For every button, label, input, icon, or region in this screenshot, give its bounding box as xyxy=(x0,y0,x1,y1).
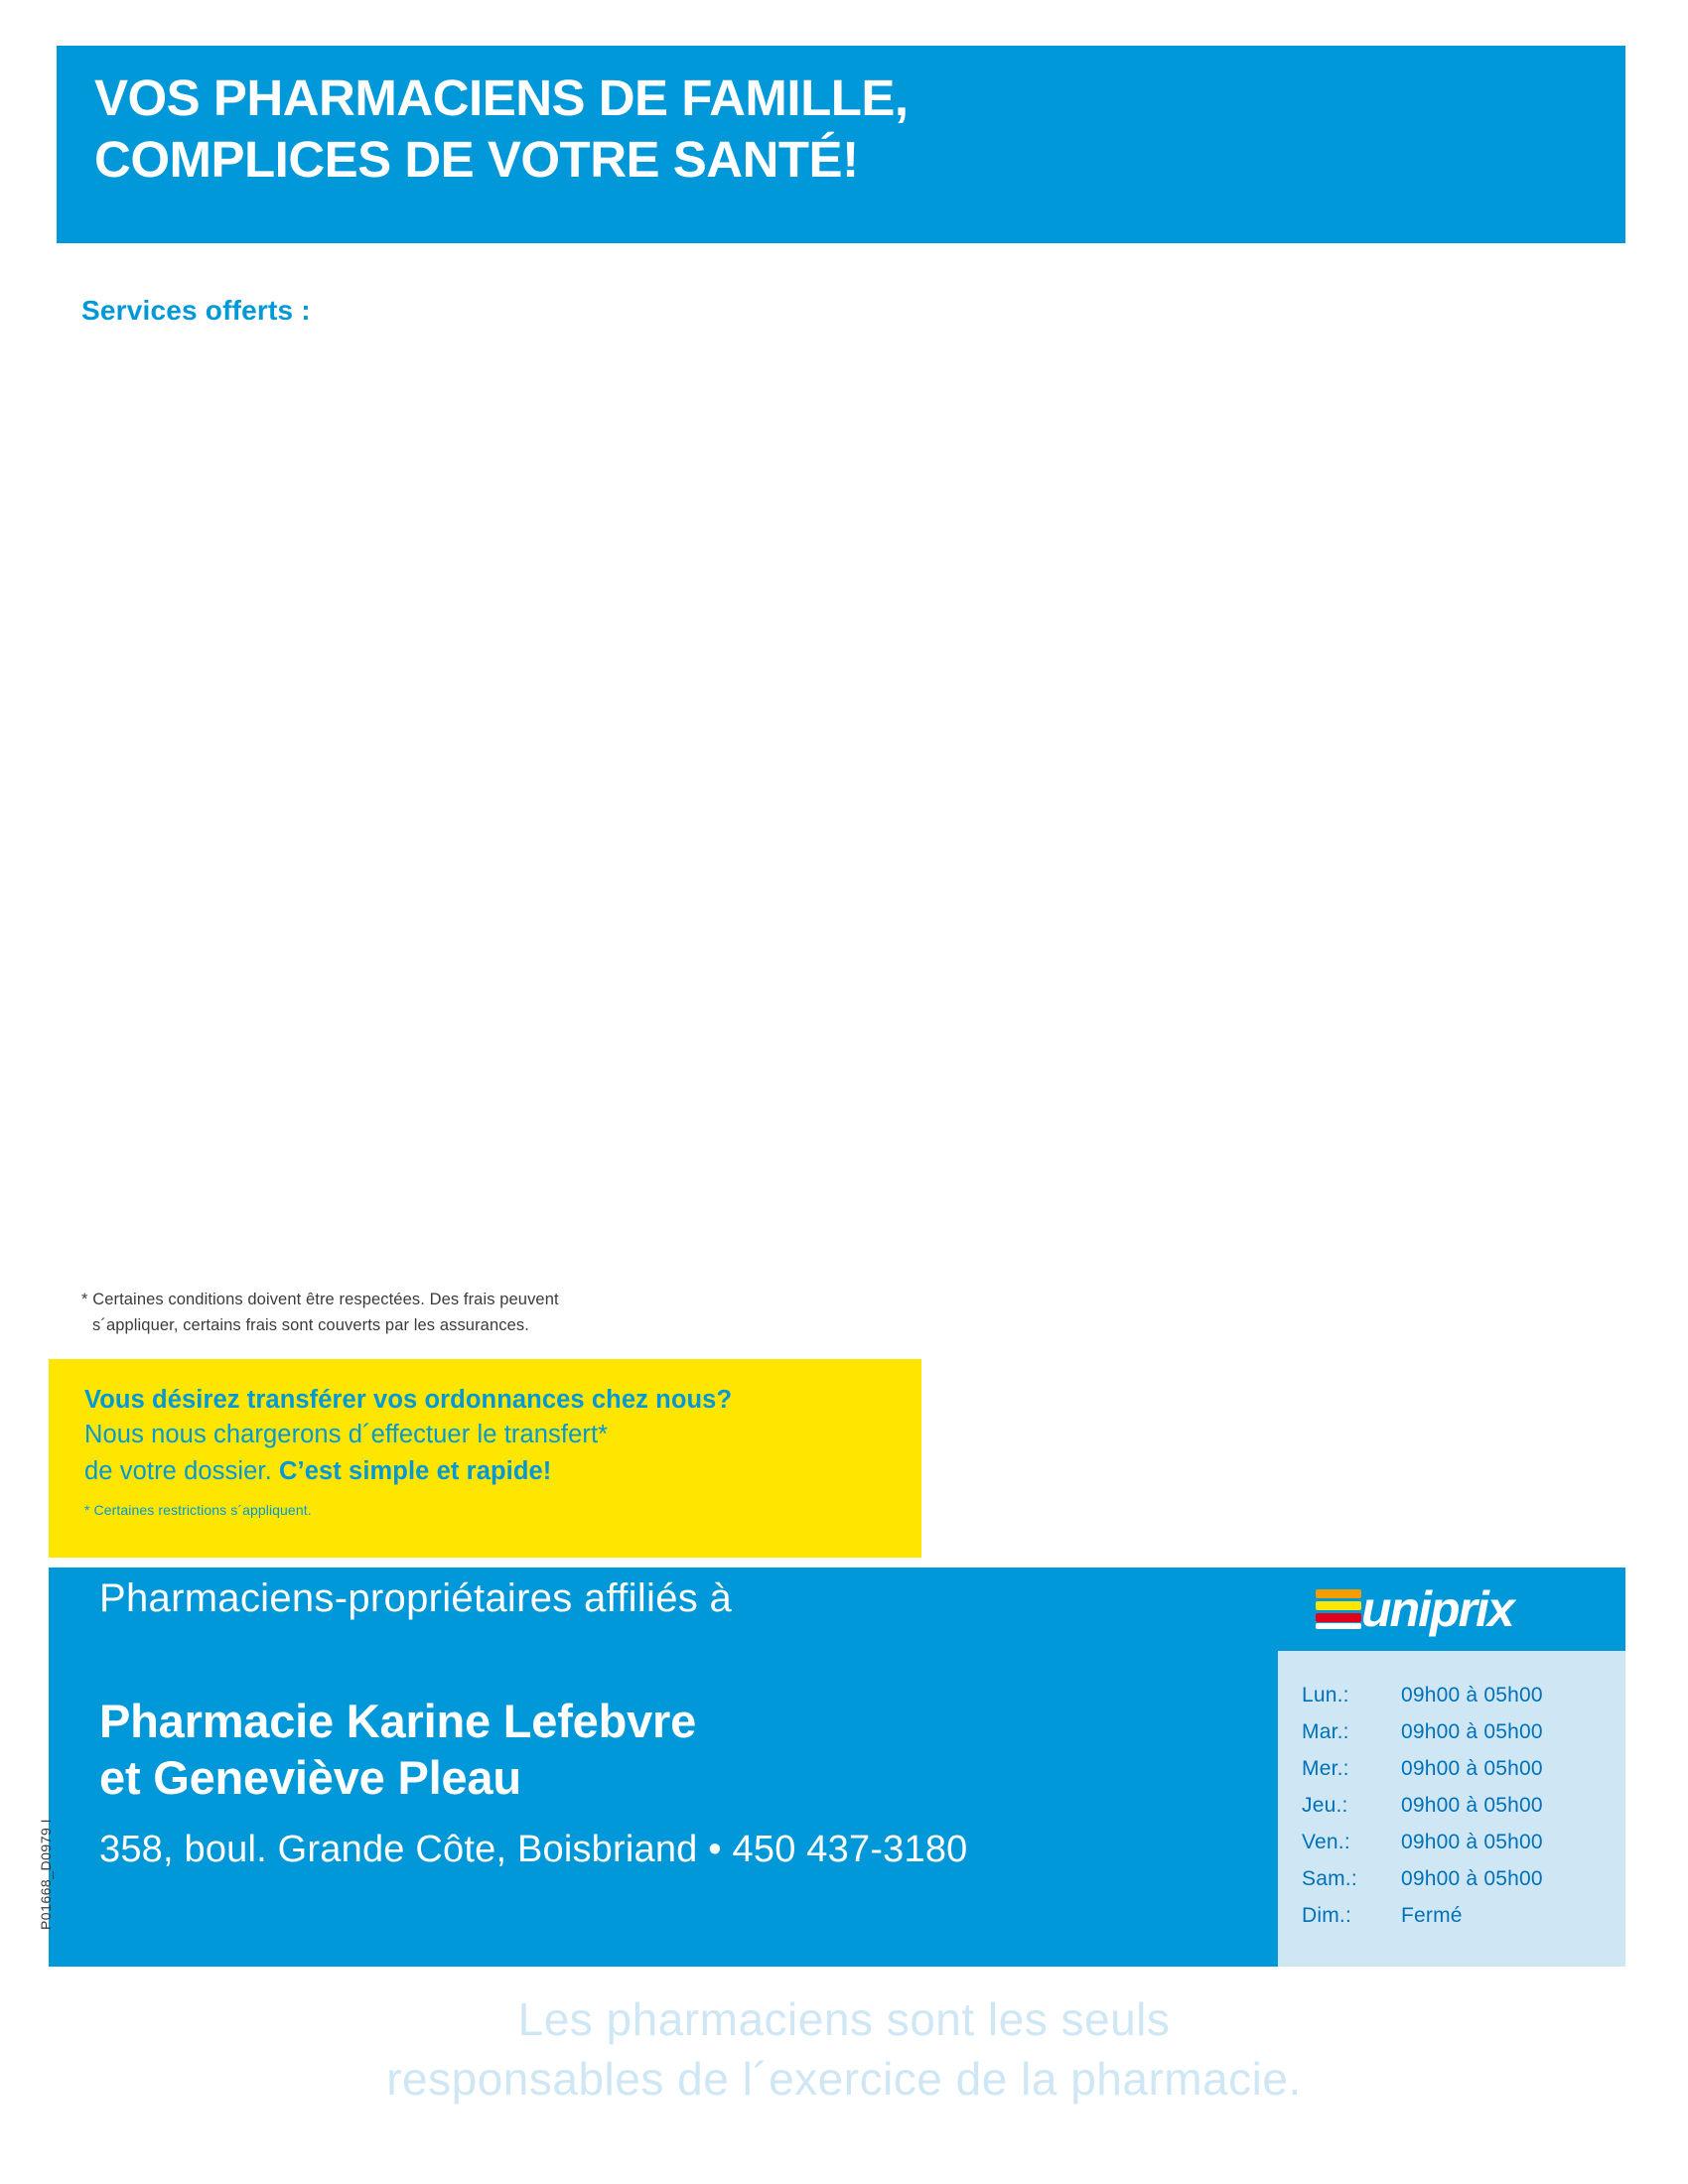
hours-row xyxy=(1302,1758,1625,1779)
hours-day: Dim.: xyxy=(1302,1904,1351,1927)
legal-tagline-line-1: Les pharmaciens sont les seuls xyxy=(517,1993,1171,2045)
transfer-box-line-3-strong: C’est simple et rapide! xyxy=(279,1456,552,1485)
services-offered-label: Services offerts : xyxy=(81,295,311,326)
hours-day: Jeu.: xyxy=(1302,1794,1348,1817)
hours-time: 09h00 à 05h00 xyxy=(1401,1720,1543,1743)
transfer-box-line-2: Nous nous chargerons d´effectuer le transfert* xyxy=(84,1421,609,1449)
legal-tagline-line-2: responsables de l´exercice de la pharmacie. xyxy=(386,2052,1302,2105)
hours-time: 09h00 à 05h00 xyxy=(1401,1757,1543,1780)
hours-day: Mar.: xyxy=(1302,1720,1349,1743)
hours-row xyxy=(1302,1905,1625,1926)
header-title-line-2: COMPLICES DE VOTRE SANTÉ! xyxy=(94,131,859,189)
hours-row xyxy=(1302,1795,1625,1816)
transfer-box-line-3 xyxy=(84,1453,921,1489)
hours-time: 09h00 à 05h00 xyxy=(1401,1831,1543,1853)
uniprix-bar-red xyxy=(1316,1613,1361,1622)
uniprix-bars-icon xyxy=(1316,1589,1361,1629)
prescription-transfer-box xyxy=(49,1359,921,1558)
hours-day: Mer.: xyxy=(1302,1757,1349,1780)
uniprix-logo xyxy=(1316,1581,1584,1637)
legal-tagline xyxy=(0,1990,1688,2110)
transfer-box-title: Vous désirez transférer vos ordonnances chez nous? xyxy=(84,1386,733,1414)
hours-row xyxy=(1302,1868,1625,1889)
hours-time: Fermé xyxy=(1401,1904,1463,1927)
conditions-footnote xyxy=(81,1288,559,1338)
uniprix-bar-orange xyxy=(1316,1589,1361,1598)
hours-row xyxy=(1302,1685,1625,1706)
hours-row xyxy=(1302,1832,1625,1852)
transfer-box-note: * Certaines restrictions s´appliquent. xyxy=(84,1501,312,1518)
hours-time: 09h00 à 05h00 xyxy=(1401,1867,1543,1890)
hours-time: 09h00 à 05h00 xyxy=(1401,1684,1543,1706)
hours-row xyxy=(1302,1721,1625,1742)
header-banner xyxy=(57,46,1625,243)
hours-day: Sam.: xyxy=(1302,1867,1357,1890)
conditions-footnote-line-2: s´appliquer, certains frais sont couverts par les assurances. xyxy=(92,1315,529,1334)
header-title-line-1: VOS PHARMACIENS DE FAMILLE, xyxy=(94,69,909,126)
conditions-footnote-line-1: * Certaines conditions doivent être respectées. Des frais peuvent xyxy=(81,1291,559,1308)
transfer-box-line-3-plain: de votre dossier. xyxy=(84,1456,279,1485)
opening-hours-panel xyxy=(1278,1651,1625,1967)
hours-day: Ven.: xyxy=(1302,1831,1350,1853)
hours-time: 09h00 à 05h00 xyxy=(1401,1794,1543,1817)
uniprix-bar-white xyxy=(1316,1623,1361,1629)
pharmacy-name-line-2: et Geneviève Pleau xyxy=(99,1751,521,1805)
uniprix-wordmark: uniprix xyxy=(1361,1581,1513,1637)
pharmacy-name-line-1: Pharmacie Karine Lefebvre xyxy=(99,1695,697,1747)
pharmacy-address-and-phone: 358, boul. Grande Côte, Boisbriand • 450 437-3180 xyxy=(99,1829,968,1870)
affiliation-text: Pharmaciens-propriétaires affiliés à xyxy=(99,1576,733,1620)
hours-day: Lun.: xyxy=(1302,1684,1349,1706)
uniprix-bar-yellow xyxy=(1316,1601,1361,1610)
document-reference-code: P01668_D0979 I xyxy=(38,1818,54,1931)
pharmacy-name xyxy=(99,1693,696,1807)
